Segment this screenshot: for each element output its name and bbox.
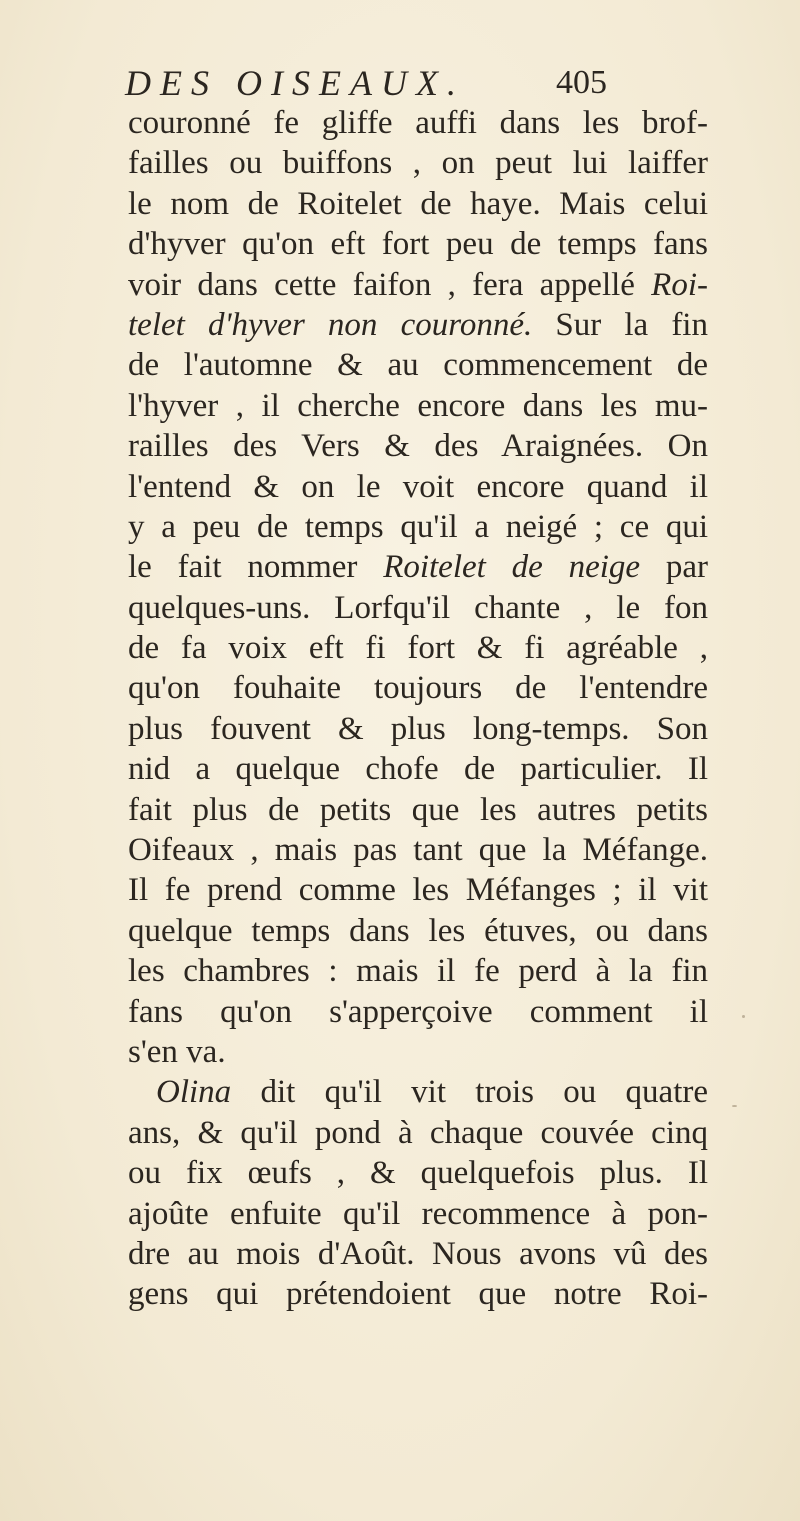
text-line: [128, 628, 708, 668]
line-text: d'hyver qu'on eft fort peu de temps fans: [128, 226, 708, 263]
line-text: qu'on fouhaite toujours de l'entendre: [128, 670, 708, 707]
paper-blemish: [742, 1015, 745, 1018]
italic-text: telet d'hyver non couronné.: [128, 306, 533, 343]
page-number: 405: [556, 64, 607, 101]
line-text: voir dans cette faifon , fera appellé: [128, 266, 652, 303]
text-line: [128, 951, 708, 991]
text-line: [128, 467, 708, 507]
text-line: [128, 911, 708, 951]
text-line: [128, 386, 708, 426]
line-text: railles des Vers & des Araignées. On: [128, 428, 708, 465]
line-text: dit qu'il vit trois ou quatre: [231, 1074, 708, 1111]
line-text: de l'automne & au commencement de: [128, 347, 708, 384]
paper-blemish: [732, 1105, 737, 1107]
line-text: plus fouvent & plus long-temps. Son: [128, 710, 708, 747]
italic-text: Olina: [156, 1074, 232, 1111]
line-text: fait plus de petits que les autres petits: [128, 791, 708, 828]
text-line: [128, 426, 708, 466]
italic-text: Roitelet de neige: [383, 549, 641, 586]
line-text: quelques-uns. Lorfqu'il chante , le fon: [128, 589, 708, 626]
line-text: fans qu'on s'apperçoive comment il: [128, 993, 708, 1030]
line-text: nid a quelque chofe de particulier. Il: [128, 751, 708, 788]
line-text: le fait nommer: [128, 549, 384, 586]
text-line: [128, 992, 708, 1032]
page-header: [125, 62, 705, 102]
text-line: [128, 305, 708, 345]
text-line: [128, 1113, 708, 1153]
text-line: [128, 1274, 708, 1314]
line-text: dre au mois d'Août. Nous avons vû des: [128, 1235, 708, 1272]
text-line: [128, 265, 708, 305]
line-text: par: [640, 549, 708, 586]
line-text: ajoûte enfuite qu'il recommence à pon-: [128, 1195, 708, 1232]
line-text: gens qui prétendoient que notre Roi-: [128, 1276, 708, 1313]
line-text: s'en va.: [128, 1033, 226, 1070]
text-line: [128, 709, 708, 749]
text-line: [128, 870, 708, 910]
text-line: [128, 830, 708, 870]
text-line: [128, 507, 708, 547]
text-line: [128, 184, 708, 224]
italic-text: Roi-: [651, 266, 708, 303]
text-line: [128, 103, 708, 143]
text-line: [128, 345, 708, 385]
text-line: [128, 1072, 708, 1112]
line-text: le nom de Roitelet de haye. Mais celui: [128, 185, 708, 222]
line-text: ans, & qu'il pond à chaque couvée cinq: [128, 1114, 708, 1151]
text-line: [128, 668, 708, 708]
text-line: [128, 547, 708, 587]
line-text: y a peu de temps qu'il a neigé ; ce qui: [128, 508, 708, 545]
text-line: [128, 1234, 708, 1274]
text-line: [128, 1032, 708, 1072]
running-title: DES OISEAUX.: [125, 63, 465, 103]
line-text: failles ou buiffons , on peut lui laiffer: [128, 145, 708, 182]
line-text: couronné fe gliffe auffi dans les brof-: [128, 105, 708, 141]
line-text: Il fe prend comme les Méfanges ; il vit: [128, 872, 708, 909]
text-line: [128, 749, 708, 789]
line-text: Oifeaux , mais pas tant que la Méfange.: [128, 832, 708, 869]
text-line: [128, 1153, 708, 1193]
line-text: quelque temps dans les étuves, ou dans: [128, 912, 708, 949]
text-line: [128, 224, 708, 264]
line-text: Sur la fin: [532, 306, 708, 343]
text-line: [128, 143, 708, 183]
line-text: l'entend & on le voit encore quand il: [128, 468, 708, 505]
line-text: ou fix œufs , & quelquefois plus. Il: [128, 1155, 708, 1192]
line-text: les chambres : mais il fe perd à la fin: [128, 953, 708, 990]
text-line: [128, 1194, 708, 1234]
line-text: de fa voix eft fi fort & fi agréable ,: [128, 630, 708, 667]
text-line: [128, 588, 708, 628]
text-line: [128, 790, 708, 830]
line-text: l'hyver , il cherche encore dans les mu-: [128, 387, 708, 424]
body-text: [128, 103, 708, 1315]
